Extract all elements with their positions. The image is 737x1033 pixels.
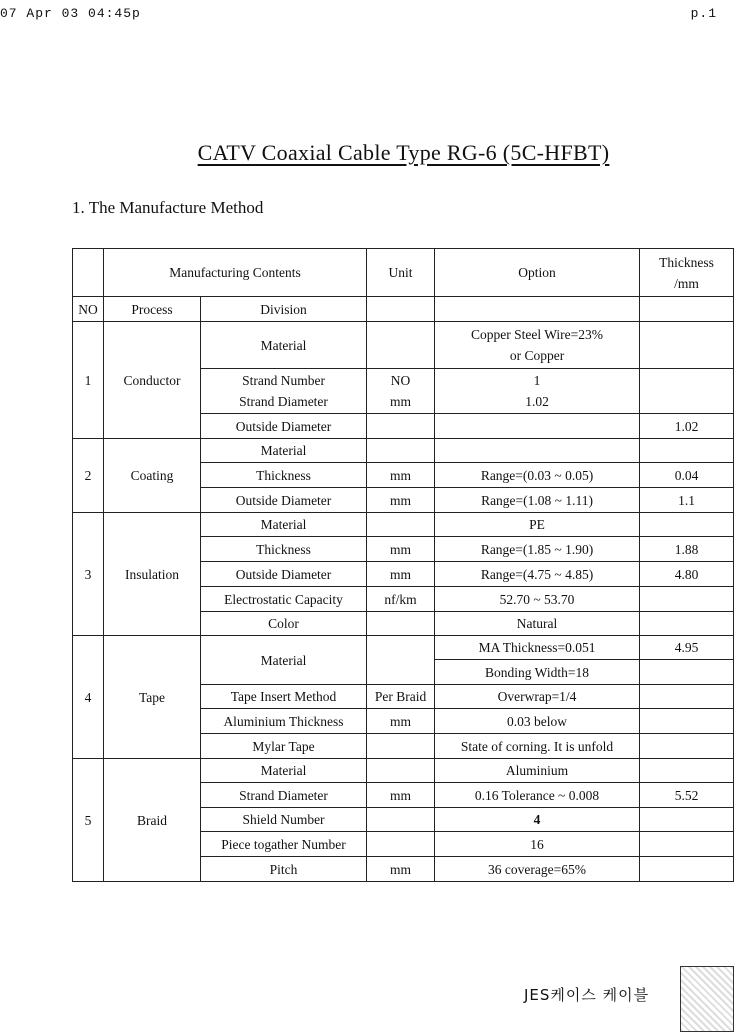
group-no: 3 (73, 513, 104, 636)
header-unit: Unit (367, 249, 435, 297)
option-cell (435, 322, 640, 369)
thickness-cell (640, 832, 734, 857)
unit-cell (367, 369, 435, 414)
thickness-cell: 1.88 (640, 537, 734, 562)
thickness-cell (640, 513, 734, 537)
header-division: Division (201, 297, 367, 322)
unit-cell: mm (367, 562, 435, 587)
thickness-cell: 0.04 (640, 463, 734, 488)
unit-cell (367, 734, 435, 759)
thickness-cell: 5.52 (640, 783, 734, 808)
option-cell: Range=(1.85 ~ 1.90) (435, 537, 640, 562)
option-cell: PE (435, 513, 640, 537)
division-line: Strand Number (242, 373, 325, 388)
option-cell: Natural (435, 612, 640, 636)
unit-cell (367, 636, 435, 685)
group-no: 1 (73, 322, 104, 439)
table-header-row (73, 249, 734, 297)
division-cell: Outside Diameter (201, 414, 367, 439)
option-cell: State of corning. It is unfold (435, 734, 640, 759)
unit-line: mm (390, 394, 412, 409)
division-cell: Outside Diameter (201, 488, 367, 513)
table-row (73, 636, 734, 660)
option-line: Copper Steel Wire=23% (470, 327, 604, 342)
header-option: Option (435, 249, 640, 297)
option-line: 1 (533, 373, 541, 388)
company-stamp (680, 966, 734, 1032)
unit-cell: Per Braid (367, 685, 435, 709)
manufacture-method-table (72, 248, 734, 882)
option-cell: 0.16 Tolerance ~ 0.008 (435, 783, 640, 808)
section-title: 1. The Manufacture Method (72, 198, 264, 217)
division-cell: Material (201, 636, 367, 685)
fax-date-time: 07 Apr 03 04:45p (0, 6, 141, 21)
group-no: 2 (73, 439, 104, 513)
thickness-cell (640, 709, 734, 734)
group-process: Coating (104, 439, 201, 513)
group-process: Braid (104, 759, 201, 882)
option-cell: 52.70 ~ 53.70 (435, 587, 640, 612)
unit-cell: mm (367, 783, 435, 808)
division-cell: Strand Diameter (201, 783, 367, 808)
group-process: Insulation (104, 513, 201, 636)
thickness-cell (640, 759, 734, 783)
division-cell: Mylar Tape (201, 734, 367, 759)
option-cell: 4 (435, 808, 640, 832)
unit-cell (367, 414, 435, 439)
unit-cell (367, 513, 435, 537)
header-empty-unit (367, 297, 435, 322)
division-cell: Thickness (201, 463, 367, 488)
option-cell: 16 (435, 832, 640, 857)
thickness-cell (640, 587, 734, 612)
thickness-cell (640, 369, 734, 414)
unit-line: NO (390, 373, 411, 388)
thickness-cell: 4.80 (640, 562, 734, 587)
division-cell: Color (201, 612, 367, 636)
division-cell: Material (201, 759, 367, 783)
option-cell (435, 414, 640, 439)
option-cell: MA Thickness=0.051 (435, 636, 640, 660)
group-process: Tape (104, 636, 201, 759)
unit-cell (367, 832, 435, 857)
unit-cell: mm (367, 488, 435, 513)
table-row (73, 322, 734, 369)
thickness-cell: 1.1 (640, 488, 734, 513)
fax-page-number: p.1 (690, 6, 717, 21)
table-subheader-row (73, 297, 734, 322)
company-logo-text: JES케이스 케이블 (524, 986, 650, 1004)
table-row (73, 759, 734, 783)
division-cell: Shield Number (201, 808, 367, 832)
fax-header (0, 6, 731, 24)
thickness-cell (640, 808, 734, 832)
thickness-cell (640, 660, 734, 685)
division-cell: Thickness (201, 537, 367, 562)
division-cell: Outside Diameter (201, 562, 367, 587)
division-cell: Material (201, 513, 367, 537)
option-cell: Range=(0.03 ~ 0.05) (435, 463, 640, 488)
thickness-cell (640, 857, 734, 882)
unit-cell (367, 759, 435, 783)
option-cell: 36 coverage=65% (435, 857, 640, 882)
thickness-cell (640, 685, 734, 709)
header-contents: Manufacturing Contents (104, 249, 367, 297)
division-cell: Pitch (201, 857, 367, 882)
division-line: Strand Diameter (239, 394, 328, 409)
thickness-cell (640, 439, 734, 463)
document-title-wrap (0, 140, 737, 166)
division-cell: Material (201, 322, 367, 369)
thickness-cell (640, 734, 734, 759)
option-cell: Bonding Width=18 (435, 660, 640, 685)
thickness-cell (640, 612, 734, 636)
thickness-cell (640, 322, 734, 369)
header-no: NO (73, 297, 104, 322)
division-cell: Tape Insert Method (201, 685, 367, 709)
option-cell: 0.03 below (435, 709, 640, 734)
unit-cell: nf/km (367, 587, 435, 612)
group-process: Conductor (104, 322, 201, 439)
table-row (73, 439, 734, 463)
group-no: 5 (73, 759, 104, 882)
option-cell (435, 369, 640, 414)
header-process: Process (104, 297, 201, 322)
division-cell (201, 369, 367, 414)
option-cell: Range=(1.08 ~ 1.11) (435, 488, 640, 513)
document-title: CATV Coaxial Cable Type RG-6 (5C-HFBT) (197, 140, 610, 165)
thickness-cell: 4.95 (640, 636, 734, 660)
unit-cell (367, 808, 435, 832)
header-empty-thickness (640, 297, 734, 322)
thickness-cell: 1.02 (640, 414, 734, 439)
division-cell: Electrostatic Capacity (201, 587, 367, 612)
header-thickness-line1: Thickness (659, 254, 714, 270)
option-cell: Overwrap=1/4 (435, 685, 640, 709)
option-line: 1.02 (525, 394, 549, 409)
division-cell: Material (201, 439, 367, 463)
option-cell: Aluminium (435, 759, 640, 783)
option-cell: Range=(4.75 ~ 4.85) (435, 562, 640, 587)
division-cell: Aluminium Thickness (201, 709, 367, 734)
unit-cell: mm (367, 537, 435, 562)
header-empty-option (435, 297, 640, 322)
unit-cell (367, 322, 435, 369)
header-thickness-line2: /mm (674, 275, 699, 291)
group-no: 4 (73, 636, 104, 759)
unit-cell (367, 612, 435, 636)
option-line: or Copper (509, 348, 565, 363)
option-cell (435, 439, 640, 463)
unit-cell (367, 439, 435, 463)
header-corner-cell (73, 249, 104, 297)
table-row (73, 513, 734, 537)
unit-cell: mm (367, 709, 435, 734)
header-thickness (640, 249, 734, 297)
unit-cell: mm (367, 463, 435, 488)
division-cell: Piece togather Number (201, 832, 367, 857)
unit-cell: mm (367, 857, 435, 882)
